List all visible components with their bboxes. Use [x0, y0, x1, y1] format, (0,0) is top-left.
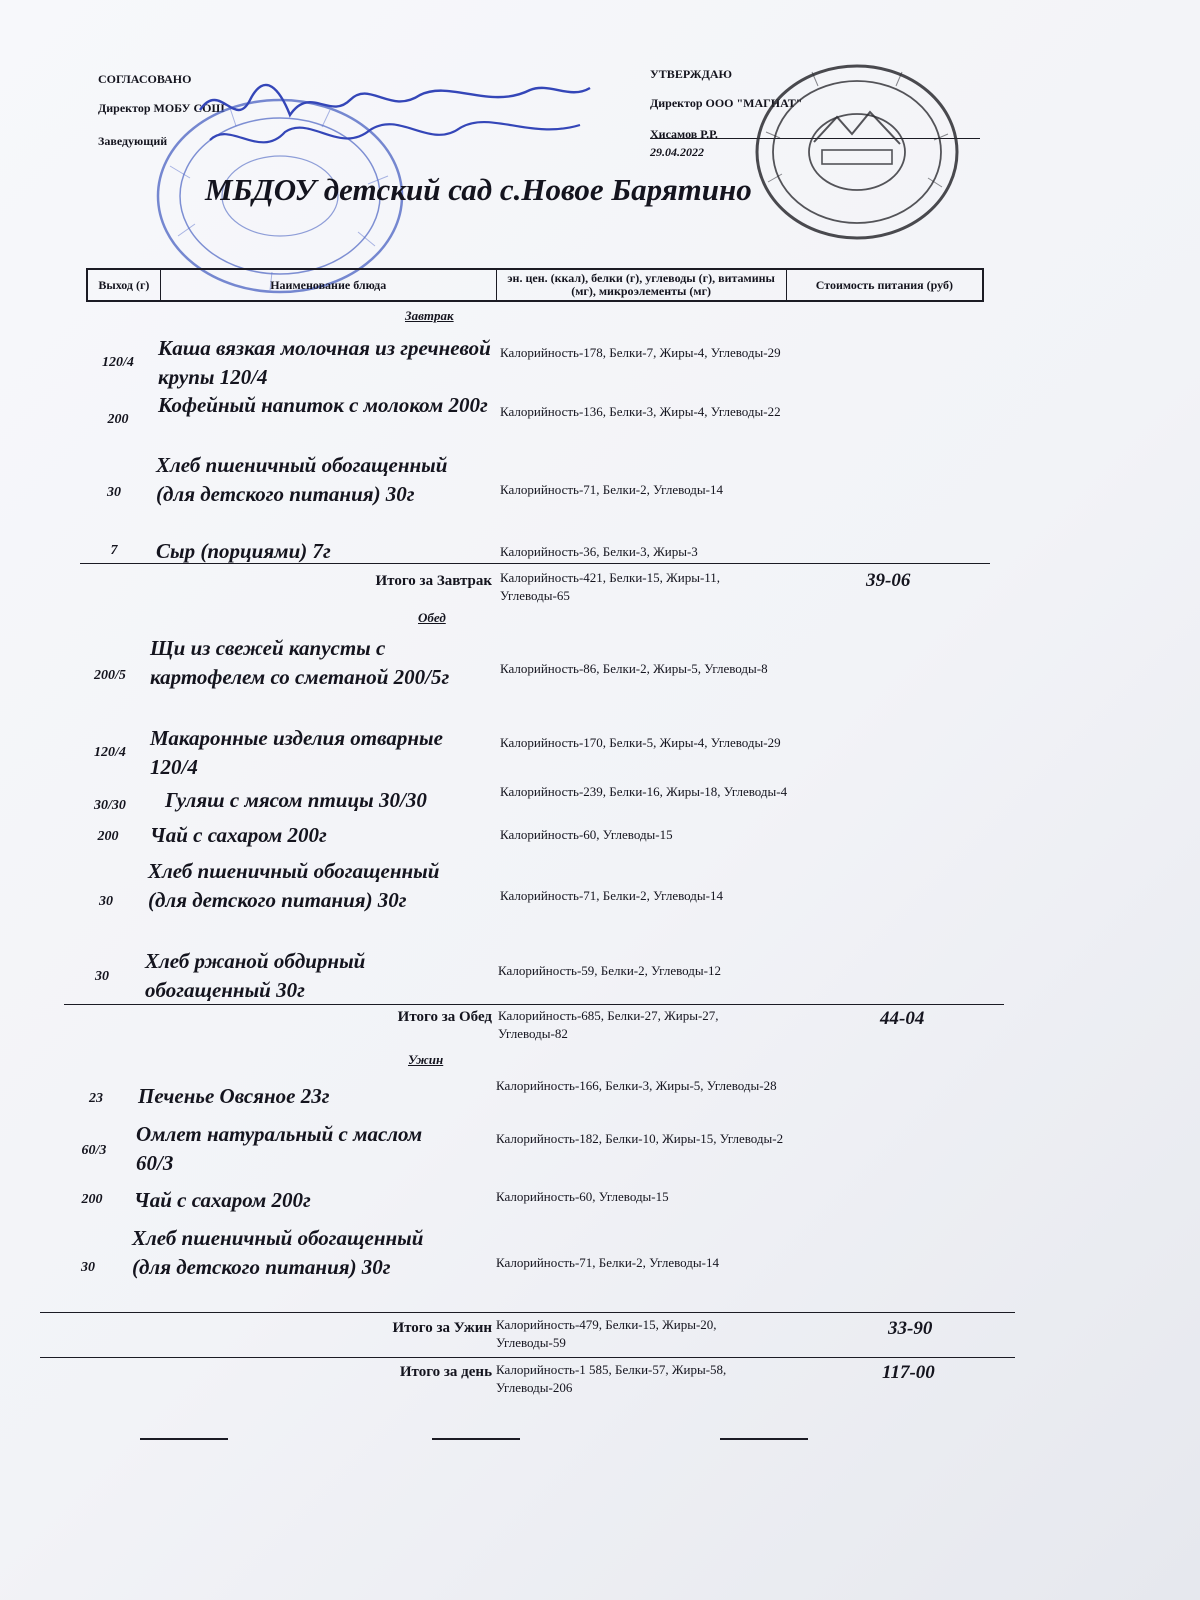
- signature-line: [432, 1438, 520, 1440]
- approve-date: 29.04.2022: [650, 145, 704, 159]
- table-header: [86, 268, 984, 302]
- item-dish: Каша вязкая молочная из гречневой крупы 120/4: [158, 336, 491, 389]
- section-lunch: Обед: [418, 610, 446, 625]
- page-title: МБДОУ детский сад с.Новое Барятино: [205, 172, 752, 207]
- item-yield: 120/4: [102, 355, 134, 370]
- dinner-total-label: Итого за Ужин: [392, 1320, 492, 1336]
- divider: [40, 1357, 1015, 1358]
- breakfast-total-nutrition: Калорийность-421, Белки-15, Жиры-11, Углеводы-65: [500, 570, 721, 603]
- item-dish: Щи из свежей капусты с картофелем со сметаной 200/5г: [150, 636, 450, 689]
- item-dish: Макаронные изделия отварные 120/4: [150, 726, 443, 779]
- item-yield: 60/3: [81, 1143, 107, 1158]
- dark-round-stamp: [752, 62, 962, 242]
- item-yield: 200: [81, 1192, 103, 1207]
- col-yield-header: Выход (г): [88, 270, 161, 300]
- item-yield: 30: [99, 894, 113, 909]
- item-nutrition: Калорийность-86, Белки-2, Жиры-5, Углеводы-8: [500, 661, 768, 676]
- item-dish: Омлет натуральный с маслом 60/3: [136, 1122, 423, 1175]
- section-dinner: Ужин: [408, 1052, 444, 1067]
- dinner-total-nutrition: Калорийность-479, Белки-15, Жиры-20, Углеводы-59: [496, 1317, 717, 1350]
- day-total-label: Итого за день: [399, 1364, 492, 1380]
- item-nutrition: Калорийность-60, Углеводы-15: [500, 827, 673, 842]
- item-yield: 23: [89, 1091, 103, 1106]
- day-total-cost: 117-00: [882, 1362, 935, 1383]
- day-total-nutrition: Калорийность-1 585, Белки-57, Жиры-58, Углеводы-206: [496, 1362, 727, 1395]
- item-yield: 30: [95, 969, 109, 984]
- item-nutrition: Калорийность-178, Белки-7, Жиры-4, Углеводы-29: [500, 345, 781, 360]
- breakfast-total-label: Итого за Завтрак: [375, 573, 492, 589]
- breakfast-total-cost: 39-06: [866, 570, 911, 591]
- item-yield: 30/30: [94, 798, 126, 813]
- item-nutrition: Калорийность-59, Белки-2, Углеводы-12: [498, 963, 721, 978]
- item-dish: Хлеб пшеничный обогащенный (для детского питания) 30г: [148, 859, 440, 912]
- lunch-total-cost: 44-04: [880, 1008, 925, 1029]
- item-dish: Хлеб пшеничный обогащенный (для детского питания) 30г: [156, 453, 448, 506]
- divider: [64, 1004, 1004, 1005]
- signature-line: [720, 1438, 808, 1440]
- approve-label: УТВЕРЖДАЮ: [650, 67, 733, 81]
- manager-label: Заведующий: [98, 134, 168, 148]
- item-nutrition: Калорийность-71, Белки-2, Углеводы-14: [500, 482, 723, 497]
- item-nutrition: Калорийность-239, Белки-16, Жиры-18, Углеводы-4: [500, 784, 788, 799]
- item-nutrition: Калорийность-36, Белки-3, Жиры-3: [500, 544, 698, 559]
- item-nutrition: Калорийность-166, Белки-3, Жиры-5, Углеводы-28: [496, 1078, 777, 1093]
- approve-position: Директор ООО "МАГНАТ": [650, 96, 803, 110]
- dinner-total-cost: 33-90: [888, 1318, 933, 1339]
- item-dish: Чай с сахаром 200г: [150, 823, 327, 847]
- item-nutrition: Калорийность-60, Углеводы-15: [496, 1189, 669, 1204]
- item-nutrition: Калорийность-71, Белки-2, Углеводы-14: [500, 888, 723, 903]
- item-nutrition: Калорийность-71, Белки-2, Углеводы-14: [496, 1255, 719, 1270]
- item-dish: Хлеб пшеничный обогащенный (для детского питания) 30г: [132, 1226, 424, 1279]
- approve-name: Хисамов Р.Р.: [650, 127, 718, 141]
- col-cost-header: Стоимость питания (руб): [815, 277, 953, 292]
- item-dish: Чай с сахаром 200г: [134, 1188, 311, 1212]
- signature-line: [140, 1438, 228, 1440]
- item-dish: Хлеб ржаной обдирный обогащенный 30г: [145, 949, 366, 1002]
- item-dish: Печенье Овсяное 23г: [138, 1084, 330, 1108]
- item-dish: Гуляш с мясом птицы 30/30: [165, 788, 427, 812]
- item-yield: 30: [107, 485, 121, 500]
- divider: [40, 1312, 1015, 1313]
- agreed-label: СОГЛАСОВАНО: [98, 72, 192, 86]
- item-dish: Кофейный напиток с молоком 200г: [158, 393, 488, 417]
- item-nutrition: Калорийность-136, Белки-3, Жиры-4, Углеводы-22: [500, 404, 781, 419]
- item-yield: 30: [81, 1260, 95, 1275]
- section-breakfast: Завтрак: [405, 308, 454, 323]
- item-nutrition: Калорийность-170, Белки-5, Жиры-4, Углеводы-29: [500, 735, 781, 750]
- item-yield: 120/4: [94, 745, 126, 760]
- item-yield: 200: [97, 829, 119, 844]
- divider: [80, 563, 990, 564]
- item-dish: Сыр (порциями) 7г: [156, 539, 331, 563]
- agreed-position: Директор МОБУ СОШ: [98, 101, 225, 115]
- signature-scribble: [190, 70, 610, 170]
- item-nutrition: Калорийность-182, Белки-10, Жиры-15, Углеводы-2: [496, 1131, 784, 1146]
- col-dish-header: Наименование блюда: [161, 270, 497, 300]
- lunch-total-nutrition: Калорийность-685, Белки-27, Жиры-27, Углеводы-82: [498, 1008, 719, 1041]
- col-nutrition-header: эн. цен. (ккал), белки (г), углеводы (г), витамины (мг), микроэлементы (мг): [497, 270, 787, 300]
- lunch-total-label: Итого за Обед: [397, 1009, 492, 1025]
- item-yield: 200/5: [94, 668, 126, 683]
- item-yield: 200: [107, 412, 129, 427]
- item-yield: 7: [110, 543, 118, 558]
